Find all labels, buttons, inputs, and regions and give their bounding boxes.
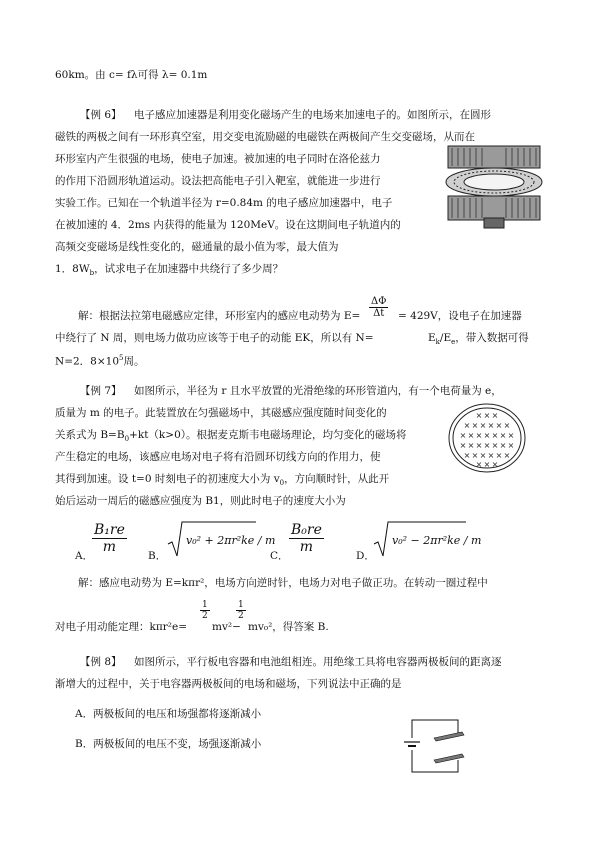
ring-field-figure xyxy=(446,402,528,474)
ex7-line-3: 关系式为 $B=B_0+kt(k>0)$。根据麦克斯韦电磁场理论，均匀变化的磁场将 xyxy=(55,429,407,444)
example-8-label: 【例 8】 xyxy=(80,656,122,668)
svg-text:×: × xyxy=(475,441,483,450)
ex7-solution-line-2c: mv₀²，得答案 B. xyxy=(248,621,329,633)
svg-text:×: × xyxy=(491,411,499,420)
ex6-line-3: 环形室内产生很强的电场，使电子加速。被加速的电子同时在洛伦兹力 xyxy=(55,153,381,165)
ex7-solution-line-2a: 对电子用动能定理：kπr²e= xyxy=(55,621,188,633)
svg-text:×: × xyxy=(483,431,491,440)
option-d-formula: v₀² − 2πr²ke / m xyxy=(392,534,482,547)
svg-text:×: × xyxy=(499,431,507,440)
half-fraction-2: $\frac{1}{2}$ xyxy=(238,600,244,621)
option-b-label: B． xyxy=(148,550,167,562)
svg-text:×: × xyxy=(463,421,471,430)
ex7-line-6: 始后运动一周后的磁感应强度为 B1，则此时电子的速度大小为 xyxy=(55,495,346,507)
svg-text:×: × xyxy=(503,421,511,430)
svg-text:×: × xyxy=(487,421,495,430)
svg-text:×: × xyxy=(459,431,467,440)
svg-text:×: × xyxy=(475,460,483,469)
ex6-solution-ratio: $E_k/E_e$，带入数据可得 xyxy=(428,332,529,347)
ex6-solution-line-3: N=2．$8\times 10^5$周。 xyxy=(55,354,145,368)
svg-text:×: × xyxy=(495,421,503,430)
svg-text:×: × xyxy=(459,441,467,450)
ex6-solution-line-2: 中绕行了 N 周，则电场力做功应该等于电子的动能 EK，所以有 N= xyxy=(55,332,374,344)
svg-text:×: × xyxy=(471,421,479,430)
ex7-line-5: 其得到加速。设 t=0 时刻电子的初速度大小为 $v_0$，方向顺时针，从此开 xyxy=(55,473,390,488)
svg-text:×: × xyxy=(479,421,487,430)
continuation-line: 60km。由 c= fλ可得 λ= 0.1m xyxy=(55,69,208,81)
ex6-line-8: 1．$8W_b$，试求电子在加速器中共绕行了多少周？ xyxy=(55,263,284,278)
svg-text:×: × xyxy=(507,441,515,450)
option-c-label: C． xyxy=(270,550,289,562)
svg-text:×: × xyxy=(487,451,495,460)
ex6-solution-line-1-tail: = 429V，设电子在加速器 xyxy=(398,310,522,322)
ex6-line-6: 在被加速的 4．2ms 内获得的能量为 120MeV。设在这期间电子轨道内的 xyxy=(55,219,401,231)
ex8-line-2: 渐增大的过程中，关于电容器两极板间的电场和磁场，下列说法中正确的是 xyxy=(55,678,402,690)
option-a-formula: $\frac{\text{B₁re}}{m}$ xyxy=(94,522,125,555)
svg-text:×: × xyxy=(499,441,507,450)
ex6-line-1: 电子感应加速器是利用变化磁场产生的电场来加速电子的。如图所示，在圆形 xyxy=(134,109,491,121)
ex7-solution-line-1: 解：感应电动势为 E=kπr²，电场方向逆时针，电场力对电子做正功。在转动一圈过程中 xyxy=(78,577,488,589)
half-fraction-1: $\frac{1}{2}$ xyxy=(202,600,208,621)
svg-text:×: × xyxy=(495,451,503,460)
ex6-line-2: 磁铁的两极之间有一环形真空室，用交变电流励磁的电磁铁在两极间产生交变磁场，从而在 xyxy=(55,131,475,143)
ex7-line-2: 质量为 m 的电子。此装置放在匀强磁场中，其磁感应强度随时间变化的 xyxy=(55,407,387,419)
svg-text:×: × xyxy=(491,431,499,440)
example-7-label: 【例 7】 xyxy=(80,385,122,397)
ex7-line-4: 产生稳定的电场，该感应电场对电子将有沿圆环切线方向的作用力，使 xyxy=(55,451,381,463)
ex6-line-4: 的作用下沿圆形轨道运动。设法把高能电子引入靶室，就能进一步进行 xyxy=(55,175,381,187)
accelerator-figure xyxy=(440,140,548,232)
ex6-solution-line-1: 解：根据法拉第电磁感应定律，环形室内的感应电动势为 E= xyxy=(78,310,361,322)
example-6-label: 【例 6】 xyxy=(80,109,122,121)
ex6-line-5: 实验工作。已知在一个轨道半径为 r=0.84m 的电子感应加速器中，电子 xyxy=(55,197,393,209)
svg-text:×: × xyxy=(467,441,475,450)
ex8-option-b: B．两极板间的电压不变，场强逐渐减小 xyxy=(75,738,262,750)
option-b-formula: v₀² + 2πr²ke / m xyxy=(186,534,276,547)
svg-text:×: × xyxy=(491,441,499,450)
ex7-solution-line-2b: mv²− xyxy=(212,621,241,633)
svg-text:×: × xyxy=(475,431,483,440)
svg-text:×: × xyxy=(491,460,499,469)
svg-text:×: × xyxy=(483,441,491,450)
emf-fraction: $\frac{\Delta\Phi}{\Delta t}$ xyxy=(371,296,387,319)
capacitor-circuit-figure xyxy=(398,716,470,776)
svg-text:×: × xyxy=(467,431,475,440)
ex8-line-1: 如图所示，平行板电容器和电池组相连。用绝缘工具将电容器两极板间的距离逐 xyxy=(134,656,502,668)
svg-text:×: × xyxy=(475,411,483,420)
svg-text:×: × xyxy=(471,451,479,460)
option-a-label: A． xyxy=(75,550,94,562)
svg-text:×: × xyxy=(483,411,491,420)
option-c-formula: $\frac{\text{B₀re}}{m}$ xyxy=(291,522,322,555)
svg-text:×: × xyxy=(507,431,515,440)
ex6-line-7: 高频交变磁场是线性变化的，磁通量的最小值为零，最大值为 xyxy=(55,241,339,253)
svg-text:×: × xyxy=(463,451,471,460)
svg-text:×: × xyxy=(483,460,491,469)
option-d-label: D． xyxy=(356,550,375,562)
ex7-line-1: 如图所示，半径为 r 且水平放置的光滑绝缘的环形管道内，有一个电荷量为 e， xyxy=(134,385,502,397)
ex8-option-a: A．两极板间的电压和场强都将逐渐减小 xyxy=(75,708,262,720)
svg-text:×: × xyxy=(503,451,511,460)
svg-text:×: × xyxy=(479,451,487,460)
